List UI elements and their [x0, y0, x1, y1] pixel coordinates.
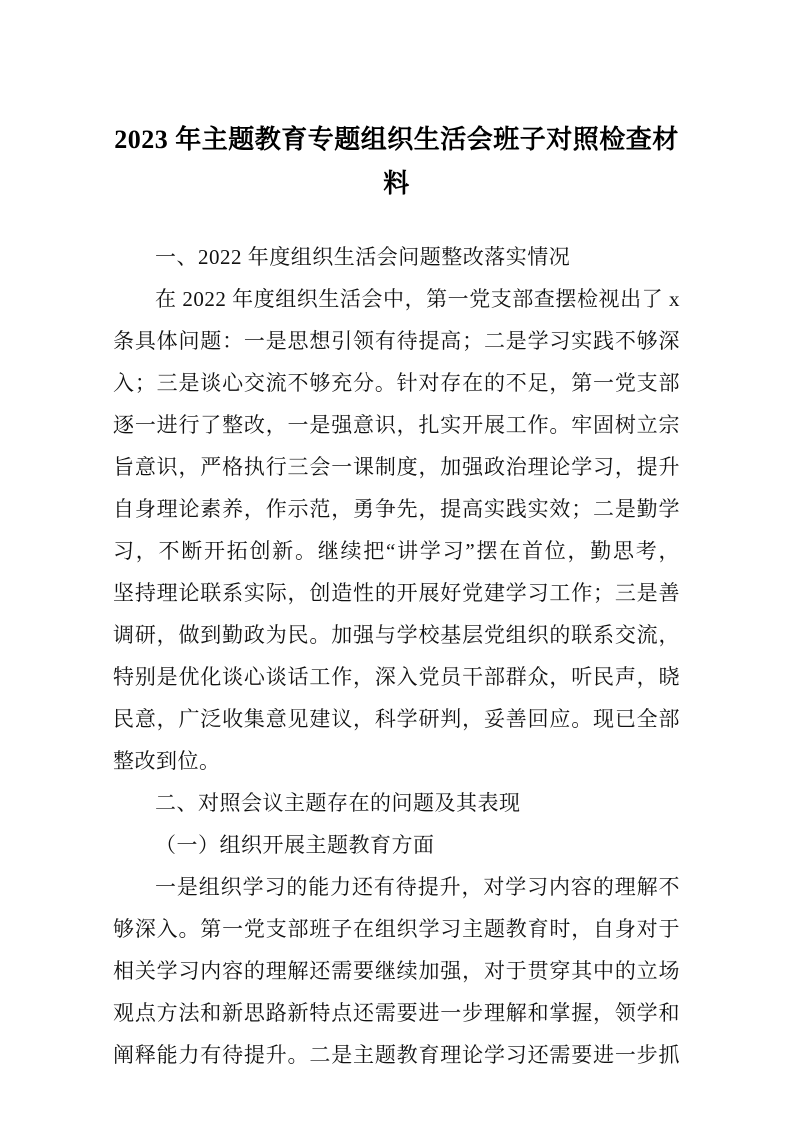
- section-2-sub-heading: （一）组织开展主题教育方面: [155, 833, 435, 857]
- paragraph-line: 旨意识，严格执行三会一课制度，加强政治理论学习，提升: [113, 455, 680, 479]
- paragraph-line: 入；三是谈心交流不够充分。针对存在的不足，第一党支部: [113, 371, 680, 395]
- section-2-heading: 二、对照会议主题存在的问题及其表现: [155, 791, 521, 815]
- paragraph-line: 特别是优化谈心谈话工作，深入党员干部群众，听民声，晓: [113, 665, 680, 689]
- section-2-paragraph: [113, 866, 680, 1076]
- paragraph-line: 整改到位。: [113, 749, 221, 773]
- paragraph-line: 逐一进行了整改，一是强意识，扎实开展工作。牢固树立宗: [113, 413, 680, 437]
- section-1-heading: 一、2022 年度组织生活会问题整改落实情况: [155, 245, 571, 269]
- section-1-paragraph: [113, 278, 680, 782]
- paragraph-line: 一是组织学习的能力还有待提升，对学习内容的理解不: [155, 875, 680, 899]
- paragraph-line: 条具体问题：一是思想引领有待提高；二是学习实践不够深: [113, 329, 680, 353]
- paragraph-line: 坚持理论联系实际，创造性的开展好党建学习工作；三是善: [113, 581, 680, 605]
- paragraph-line: 够深入。第一党支部班子在组织学习主题教育时，自身对于: [113, 917, 680, 941]
- paragraph-line: 调研，做到勤政为民。加强与学校基层党组织的联系交流，: [113, 623, 680, 647]
- paragraph-line: 阐释能力有待提升。二是主题教育理论学习还需要进一步抓: [113, 1043, 680, 1067]
- paragraph-line: 在 2022 年度组织生活会中，第一党支部查摆检视出了 x: [155, 287, 680, 311]
- paragraph-line: 自身理论素养，作示范，勇争先，提高实践实效；二是勤学: [113, 497, 680, 521]
- paragraph-line: 习，不断开拓创新。继续把“讲学习”摆在首位，勤思考，: [113, 539, 680, 563]
- paragraph-line: 相关学习内容的理解还需要继续加强，对于贯穿其中的立场: [113, 959, 680, 983]
- paragraph-line: 观点方法和新思路新特点还需要进一步理解和掌握，领学和: [113, 1001, 680, 1025]
- paragraph-line: 民意，广泛收集意见建议，科学研判，妥善回应。现已全部: [113, 707, 680, 731]
- document-title: 2023 年主题教育专题组织生活会班子对照检查材料: [114, 125, 679, 198]
